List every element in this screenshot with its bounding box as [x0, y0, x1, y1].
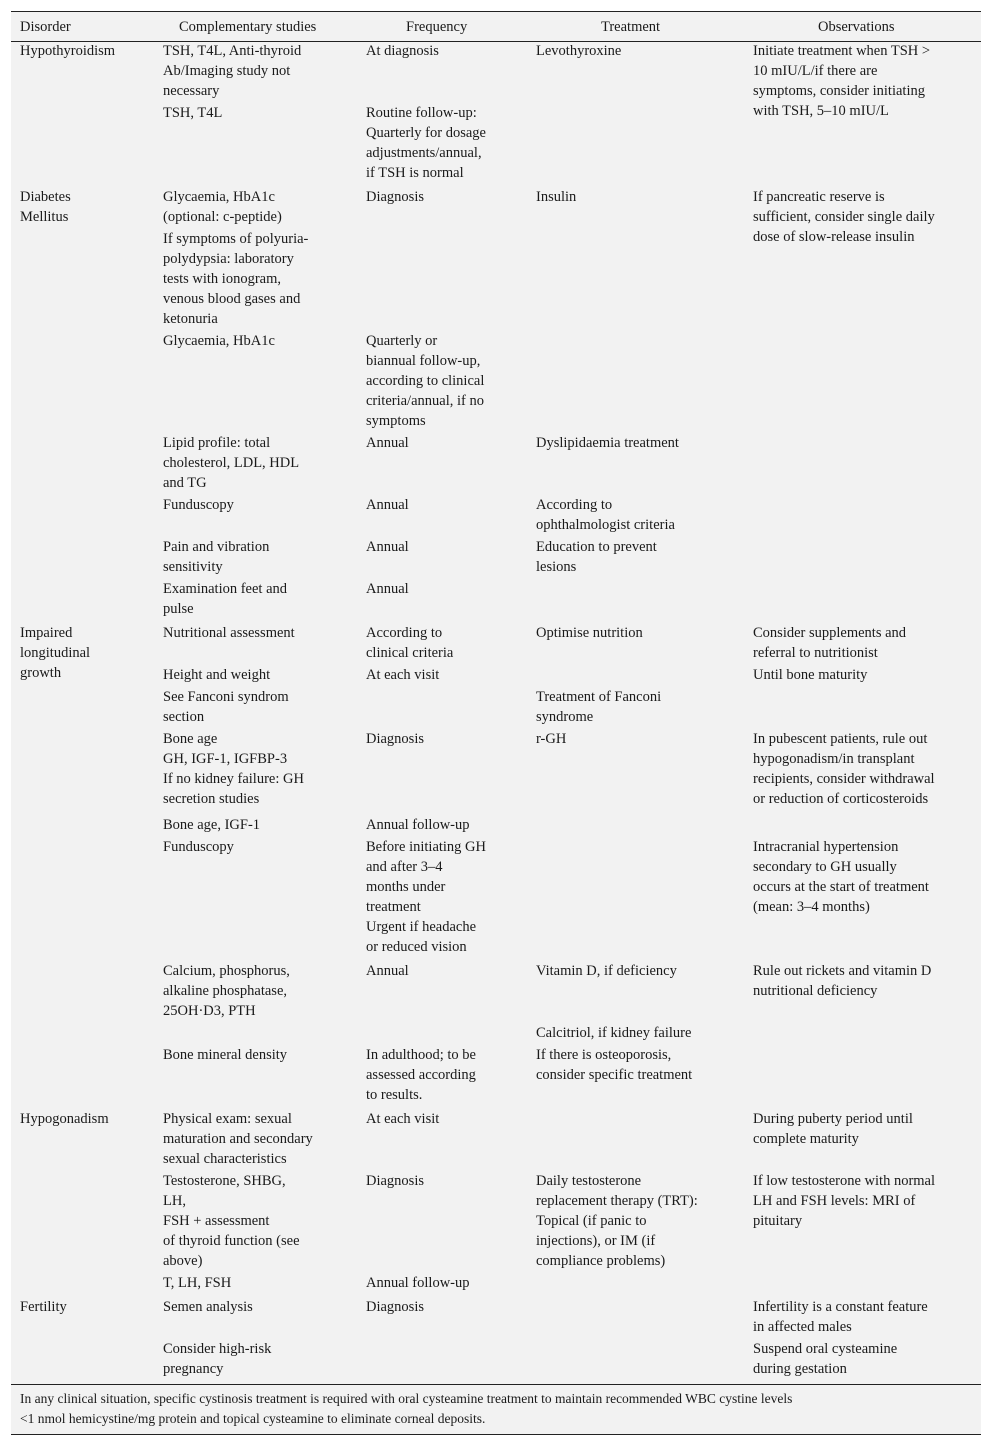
cell-line: Funduscopy: [163, 497, 234, 513]
cell-frequency: [366, 729, 424, 749]
cell-studies: [163, 537, 269, 577]
cell-line: Lipid profile: total: [163, 435, 271, 451]
cell-line: pregnancy: [163, 1361, 224, 1377]
cell-line: Funduscopy: [163, 839, 234, 855]
cell-treatment: [536, 433, 679, 453]
cell-line: in affected males: [753, 1319, 852, 1335]
cell-line: (optional: c-peptide): [163, 209, 282, 225]
cell-line: LH and FSH levels: MRI of: [753, 1193, 916, 1209]
cell-line: longitudinal: [20, 645, 91, 661]
cell-line: Dyslipidaemia treatment: [536, 435, 679, 451]
cell-observations: [753, 1339, 897, 1379]
cell-line: cholesterol, LDL, HDL: [163, 455, 300, 471]
cell-line: 25OH·D3, PTH: [163, 1003, 256, 1019]
cell-line: to results.: [366, 1087, 423, 1103]
cell-studies: [163, 665, 270, 685]
cell-line: If there is osteoporosis,: [536, 1047, 672, 1063]
cell-line: ketonuria: [163, 311, 218, 327]
cell-line: during gestation: [753, 1361, 847, 1377]
header-observations: Observations: [818, 19, 895, 35]
cell-frequency: [366, 1045, 476, 1105]
cell-frequency: [366, 1171, 424, 1191]
header-disorder: Disorder: [20, 19, 71, 35]
cell-line: At diagnosis: [366, 43, 439, 59]
cell-line: Semen analysis: [163, 1299, 253, 1315]
cell-line: symptoms, consider initiating: [753, 83, 925, 99]
cell-studies: [163, 1171, 300, 1271]
cell-line: assessed according: [366, 1067, 476, 1083]
cell-line: Pain and vibration: [163, 539, 270, 555]
cell-studies: [163, 1273, 231, 1293]
cell-line: treatment: [366, 899, 421, 915]
cell-studies: [163, 623, 295, 643]
cell-line: Annual follow-up: [366, 817, 470, 833]
cell-observations: [753, 623, 906, 663]
cell-line: Levothyroxine: [536, 43, 622, 59]
cell-line: with TSH, 5–10 mIU/L: [753, 103, 889, 119]
cell-line: TSH, T4L: [163, 105, 223, 121]
cell-observations: [753, 1171, 935, 1231]
cell-line: Consider high-risk: [163, 1341, 272, 1357]
cell-studies: [163, 495, 234, 515]
cell-line: or reduction of corticosteroids: [753, 791, 929, 807]
cell-line: recipients, consider withdrawal: [753, 771, 935, 787]
cell-line: Insulin: [536, 189, 577, 205]
cell-treatment: [536, 687, 661, 727]
cell-line: In adulthood; to be: [366, 1047, 476, 1063]
cell-observations: [753, 961, 931, 1001]
cell-line: See Fanconi syndrom: [163, 689, 289, 705]
cell-line: r-GH: [536, 731, 567, 747]
cell-line: sexual characteristics: [163, 1151, 287, 1167]
cell-line: According to: [366, 625, 443, 641]
cell-frequency: [366, 815, 470, 835]
cell-observations: [753, 1297, 928, 1337]
cell-observations: [753, 187, 935, 247]
cell-observations: [753, 1109, 913, 1149]
cell-treatment: [536, 1045, 692, 1085]
cell-studies: [163, 687, 289, 727]
cell-line: Optimise nutrition: [536, 625, 643, 641]
cell-line: criteria/annual, if no: [366, 393, 484, 409]
cell-studies: [163, 837, 234, 857]
cell-line: Fertility: [20, 1299, 67, 1315]
cell-studies: [163, 1109, 313, 1169]
cell-line: During puberty period until: [753, 1111, 913, 1127]
cell-treatment: [536, 623, 643, 643]
cell-line: 10 mIU/L/if there are: [753, 63, 878, 79]
cell-line: symptoms: [366, 413, 426, 429]
cell-frequency: [366, 1297, 424, 1317]
cell-line: Bone age: [163, 731, 218, 747]
cell-line: nutritional deficiency: [753, 983, 878, 999]
cell-frequency: [366, 187, 424, 207]
cell-line: Bone mineral density: [163, 1047, 288, 1063]
cell-line: Physical exam: sexual: [163, 1111, 292, 1127]
cell-line: pituitary: [753, 1213, 803, 1229]
cell-line: lesions: [536, 559, 577, 575]
cell-frequency: [366, 537, 409, 557]
cell-studies: [163, 1339, 271, 1379]
cell-studies: [163, 1045, 287, 1065]
footnote-line: <1 nmol hemicystine/mg protein and topical cysteamine to eliminate corneal deposits.: [20, 1411, 486, 1426]
cell-line: replacement therapy (TRT):: [536, 1193, 698, 1209]
cell-line: Height and weight: [163, 667, 271, 683]
cell-line: Topical (if panic to: [536, 1213, 647, 1229]
cell-line: Testosterone, SHBG,: [163, 1173, 286, 1189]
cell-line: Glycaemia, HbA1c: [163, 333, 275, 349]
cell-line: Rule out rickets and vitamin D: [753, 963, 932, 979]
cell-line: Nutritional assessment: [163, 625, 295, 641]
cell-line: Diagnosis: [366, 1299, 424, 1315]
cell-treatment: [536, 729, 566, 749]
cell-line: Examination feet and: [163, 581, 288, 597]
cell-line: polydypsia: laboratory: [163, 251, 294, 267]
cell-line: months under: [366, 879, 446, 895]
cell-line: maturation and secondary: [163, 1131, 313, 1147]
cell-line: Daily testosterone: [536, 1173, 642, 1189]
cell-treatment: [536, 41, 621, 61]
cell-frequency: [366, 495, 409, 515]
cell-frequency: [366, 665, 439, 685]
cell-line: If no kidney failure: GH: [163, 771, 304, 787]
cell-line: occurs at the start of treatment: [753, 879, 929, 895]
cell-studies: [163, 579, 287, 619]
cell-line: Ab/Imaging study not: [163, 63, 291, 79]
cell-line: complete maturity: [753, 1131, 859, 1147]
cell-line: Before initiating GH: [366, 839, 487, 855]
cell-studies: [163, 961, 290, 1021]
cell-line: ophthalmologist criteria: [536, 517, 675, 533]
cell-frequency: [366, 837, 486, 957]
cell-studies: [163, 815, 260, 835]
cell-line: Consider supplements and: [753, 625, 907, 641]
cell-line: Annual: [366, 435, 409, 451]
cell-line: Hypogonadism: [20, 1111, 109, 1127]
cell-line: syndrome: [536, 709, 594, 725]
cell-line: Annual: [366, 581, 409, 597]
cell-treatment: [536, 537, 657, 577]
cell-line: Impaired: [20, 625, 73, 641]
cell-line: At each visit: [366, 1111, 440, 1127]
cell-line: venous blood gases and: [163, 291, 301, 307]
cell-line: referral to nutritionist: [753, 645, 878, 661]
cell-line: GH, IGF-1, IGFBP-3: [163, 751, 288, 767]
cell-line: Annual: [366, 963, 409, 979]
cell-line: If symptoms of polyuria-: [163, 231, 309, 247]
cell-line: Bone age, IGF-1: [163, 817, 261, 833]
cell-line: or reduced vision: [366, 939, 467, 955]
cell-line: Mellitus: [20, 209, 69, 225]
cell-line: necessary: [163, 83, 220, 99]
cell-line: TSH, T4L, Anti-thyroid: [163, 43, 302, 59]
cell-line: If pancreatic reserve is: [753, 189, 885, 205]
cell-line: alkaline phosphatase,: [163, 983, 288, 999]
cell-line: hypogonadism/in transplant: [753, 751, 915, 767]
cell-studies: [163, 1297, 253, 1317]
footnote-line: In any clinical situation, specific cystinosis treatment is required with oral cysteamine treatment to maintain recommended WBC cystine levels: [20, 1391, 793, 1406]
cell-line: Annual: [366, 497, 409, 513]
cell-treatment: [536, 1023, 691, 1043]
cell-line: T, LH, FSH: [163, 1275, 232, 1291]
cell-line: Initiate treatment when TSH >: [753, 43, 931, 59]
cell-line: dose of slow-release insulin: [753, 229, 915, 245]
cell-line: above): [163, 1253, 203, 1269]
cell-line: section: [163, 709, 205, 725]
cell-observations: [753, 41, 930, 121]
cell-line: Diabetes: [20, 189, 71, 205]
cell-treatment: [536, 961, 677, 981]
cell-frequency: [366, 961, 409, 981]
cell-studies: [163, 229, 308, 329]
cell-studies: [163, 41, 301, 101]
cell-line: Diagnosis: [366, 189, 424, 205]
cell-line: Quarterly or: [366, 333, 438, 349]
cell-line: Calcitriol, if kidney failure: [536, 1025, 692, 1041]
cell-line: of thyroid function (see: [163, 1233, 300, 1249]
cell-studies: [163, 103, 222, 123]
cell-line: (mean: 3–4 months): [753, 899, 870, 915]
header-frequency: Frequency: [406, 19, 468, 35]
cell-line: FSH + assessment: [163, 1213, 270, 1229]
cell-line: secretion studies: [163, 791, 260, 807]
cell-frequency: [366, 1109, 439, 1129]
cell-line: If low testosterone with normal: [753, 1173, 936, 1189]
cell-line: LH,: [163, 1193, 186, 1209]
cell-line: Suspend oral cysteamine: [753, 1341, 898, 1357]
cell-disorder: [20, 1297, 67, 1317]
cell-treatment: [536, 1171, 698, 1271]
cell-studies: [163, 729, 304, 809]
cell-line: Vitamin D, if deficiency: [536, 963, 677, 979]
cell-line: and TG: [163, 475, 207, 491]
cell-studies: [163, 331, 275, 351]
cell-line: pulse: [163, 601, 194, 617]
cell-frequency: [366, 41, 439, 61]
cell-line: secondary to GH usually: [753, 859, 897, 875]
header-complementary-studies: Complementary studies: [179, 19, 317, 35]
cell-disorder: [20, 1109, 109, 1129]
cell-line: consider specific treatment: [536, 1067, 693, 1083]
cell-frequency: [366, 579, 409, 599]
table-header: [11, 12, 981, 42]
cell-frequency: [366, 1273, 470, 1293]
cell-line: sufficient, consider single daily: [753, 209, 935, 225]
cell-line: Urgent if headache: [366, 919, 477, 935]
cell-line: Education to prevent: [536, 539, 657, 555]
cell-disorder: [20, 41, 115, 61]
cell-line: Hypothyroidism: [20, 43, 116, 59]
cell-observations: [753, 837, 929, 917]
cell-observations: [753, 665, 867, 685]
cell-line: Until bone maturity: [753, 667, 868, 683]
cell-treatment: [536, 187, 576, 207]
cell-observations: [753, 729, 935, 809]
cell-frequency: [366, 331, 484, 431]
cell-line: Diagnosis: [366, 1173, 424, 1189]
cell-line: Glycaemia, HbA1c: [163, 189, 275, 205]
cell-line: Treatment of Fanconi: [536, 689, 662, 705]
cell-line: Infertility is a constant feature: [753, 1299, 928, 1315]
cell-line: At each visit: [366, 667, 440, 683]
cell-frequency: [366, 103, 486, 183]
cell-line: compliance problems): [536, 1253, 666, 1269]
cell-line: according to clinical: [366, 373, 485, 389]
cell-line: biannual follow-up,: [366, 353, 481, 369]
cell-line: and after 3–4: [366, 859, 443, 875]
cell-line: Annual: [366, 539, 409, 555]
cell-disorder: [20, 187, 71, 227]
cell-line: According to: [536, 497, 613, 513]
cell-line: growth: [20, 665, 62, 681]
cell-frequency: [366, 433, 409, 453]
cell-studies: [163, 187, 282, 227]
cell-line: Diagnosis: [366, 731, 424, 747]
cell-frequency: [366, 623, 453, 663]
cell-line: tests with ionogram,: [163, 271, 282, 287]
cell-line: In pubescent patients, rule out: [753, 731, 928, 747]
cystinosis-monitoring-table: [11, 11, 981, 1435]
cell-line: Quarterly for dosage: [366, 125, 486, 141]
header-treatment: Treatment: [601, 19, 661, 35]
table-footnote: [11, 1384, 981, 1435]
cell-line: injections), or IM (if: [536, 1233, 656, 1249]
footnote-text: [20, 1389, 792, 1429]
cell-line: sensitivity: [163, 559, 223, 575]
cell-treatment: [536, 495, 675, 535]
cell-line: Intracranial hypertension: [753, 839, 899, 855]
cell-line: Annual follow-up: [366, 1275, 470, 1291]
cell-line: clinical criteria: [366, 645, 454, 661]
cell-disorder: [20, 623, 90, 683]
cell-line: if TSH is normal: [366, 165, 464, 181]
cell-line: adjustments/annual,: [366, 145, 482, 161]
cell-studies: [163, 433, 299, 493]
cell-line: Routine follow-up:: [366, 105, 477, 121]
cell-line: Calcium, phosphorus,: [163, 963, 290, 979]
